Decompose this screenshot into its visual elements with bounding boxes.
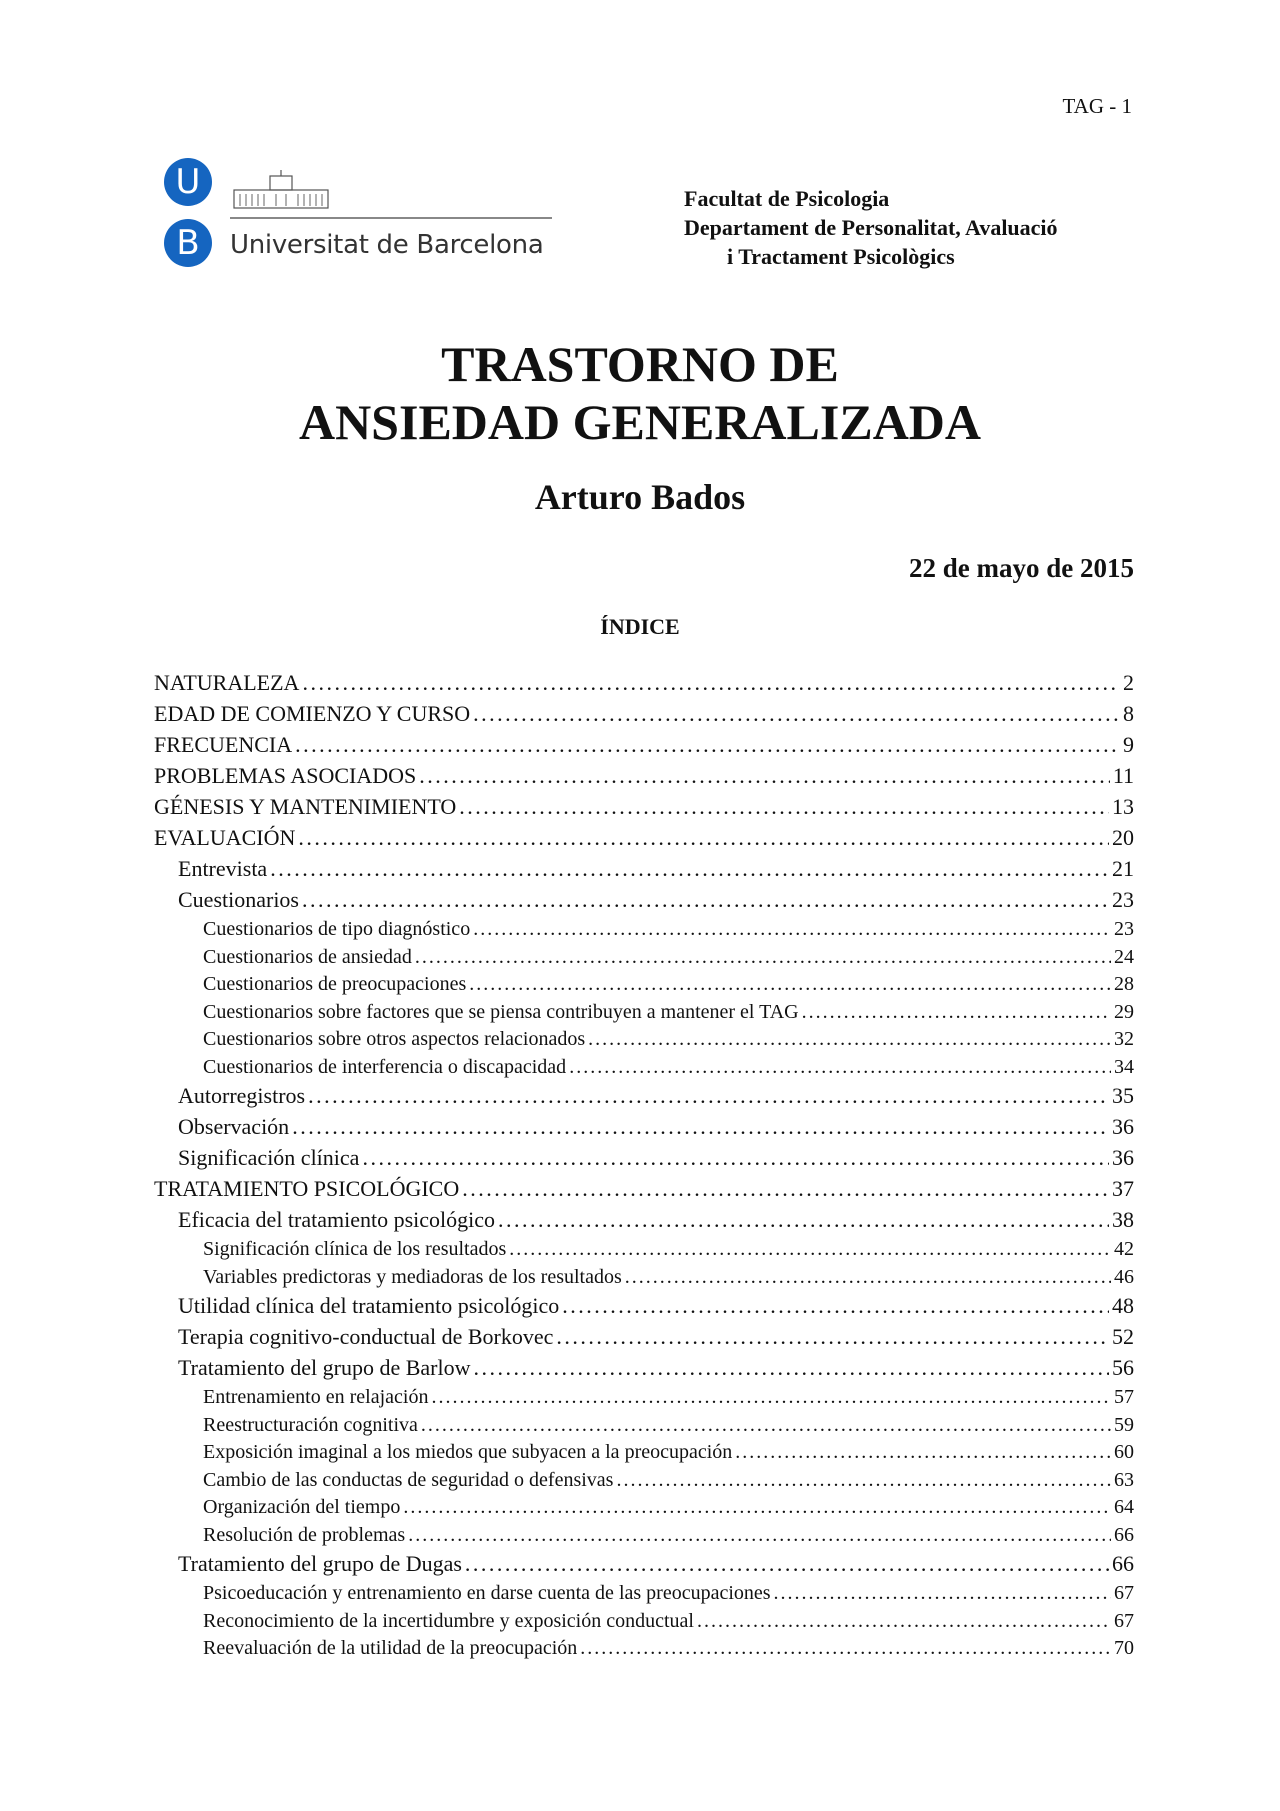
dot-leader <box>625 1266 1111 1289</box>
toc-entry-page: 60 <box>1114 1441 1134 1463</box>
dot-leader <box>403 1496 1111 1519</box>
toc-entry[interactable] <box>154 1083 1134 1114</box>
toc-entry[interactable] <box>154 918 1134 946</box>
toc-entry-label: Significación clínica <box>178 1145 360 1170</box>
toc-entry-label: Cuestionarios sobre factores que se piensa contribuyen a mantener el TAG <box>203 1000 799 1023</box>
dot-leader <box>588 1028 1111 1051</box>
toc-entry[interactable] <box>154 825 1134 856</box>
dot-leader <box>802 1001 1111 1024</box>
toc-entry-page: 38 <box>1112 1207 1134 1232</box>
dot-leader <box>462 1176 1109 1202</box>
toc-entry[interactable] <box>154 856 1134 887</box>
toc-entry-page: 32 <box>1114 1028 1134 1050</box>
dot-leader <box>421 1414 1111 1437</box>
toc-entry-page: 42 <box>1114 1238 1134 1260</box>
toc-entry[interactable] <box>154 1145 1134 1176</box>
toc-entry-page: 2 <box>1123 670 1134 695</box>
toc-entry-label: Autorregistros <box>178 1083 306 1108</box>
dot-leader <box>302 887 1109 913</box>
toc-entry[interactable] <box>154 1496 1134 1524</box>
dot-leader <box>509 1238 1111 1261</box>
toc-entry[interactable] <box>154 1414 1134 1442</box>
logo-u-mark: U <box>164 158 212 206</box>
toc-entry-page: 23 <box>1114 918 1134 940</box>
toc-entry-label: PROBLEMAS ASOCIADOS <box>154 763 417 788</box>
toc-entry-page: 29 <box>1114 1000 1134 1023</box>
toc-entry-page: 36 <box>1112 1114 1134 1139</box>
toc-entry[interactable] <box>154 1001 1134 1029</box>
dot-leader <box>774 1582 1111 1605</box>
toc-entry[interactable] <box>154 1056 1134 1084</box>
faculty-name: Facultat de Psicologia <box>684 186 890 211</box>
toc-entry-page: 21 <box>1112 856 1134 881</box>
toc-entry[interactable] <box>154 887 1134 918</box>
toc-entry-label: FRECUENCIA <box>154 732 293 757</box>
toc-entry[interactable] <box>154 701 1134 732</box>
dot-leader <box>697 1610 1111 1633</box>
toc-entry[interactable] <box>154 1386 1134 1414</box>
dot-leader <box>616 1469 1111 1492</box>
dot-leader <box>292 1114 1109 1140</box>
toc-entry-page: 8 <box>1123 701 1134 726</box>
toc-entry-page: 35 <box>1112 1083 1134 1108</box>
toc-entry-label: Reevaluación de la utilidad de la preocupación <box>203 1637 578 1659</box>
toc-entry-label: TRATAMIENTO PSICOLÓGICO <box>154 1176 460 1201</box>
building-icon <box>232 168 330 210</box>
toc-entry-label: Cuestionarios sobre otros aspectos relacionados <box>203 1028 586 1050</box>
toc-entry-page: 28 <box>1114 973 1134 995</box>
toc-entry[interactable] <box>154 1610 1134 1638</box>
toc-entry-label: Reconocimiento de la incertidumbre y exposición conductual <box>203 1609 694 1632</box>
toc-entry[interactable] <box>154 1582 1134 1610</box>
toc-entry[interactable] <box>154 1469 1134 1497</box>
toc-entry[interactable] <box>154 1266 1134 1294</box>
toc-entry-page: 24 <box>1114 945 1134 968</box>
toc-entry-page: 48 <box>1112 1293 1134 1318</box>
toc-entry-page: 37 <box>1112 1176 1134 1201</box>
author-name: Arturo Bados <box>534 477 746 517</box>
toc-entry-label: Cuestionarios de preocupaciones <box>203 973 467 995</box>
toc-entry-label: GÉNESIS Y MANTENIMIENTO <box>154 794 457 819</box>
dot-leader <box>270 856 1109 882</box>
university-logo <box>164 158 552 276</box>
logo-divider <box>230 217 552 219</box>
logo-b-mark: B <box>164 219 212 267</box>
toc-entry-page: 20 <box>1112 825 1134 850</box>
document-title <box>0 335 1280 451</box>
toc-entry[interactable] <box>154 1207 1134 1238</box>
toc-entry-page: 63 <box>1114 1468 1134 1491</box>
toc-entry[interactable] <box>154 1114 1134 1145</box>
toc-entry-label: Psicoeducación y entrenamiento en darse cuenta de las preocupaciones <box>203 1582 771 1604</box>
toc-entry-label: Significación clínica de los resultados <box>203 1238 507 1260</box>
toc-entry-label: Utilidad clínica del tratamiento psicológico <box>178 1293 560 1318</box>
toc-entry[interactable] <box>154 1441 1134 1469</box>
toc-entry[interactable] <box>154 1355 1134 1386</box>
dot-leader <box>735 1441 1111 1464</box>
toc-entry-label: Entrenamiento en relajación <box>203 1386 429 1408</box>
dot-leader <box>408 1524 1111 1547</box>
toc-entry[interactable] <box>154 1238 1134 1266</box>
toc-entry-label: EVALUACIÓN <box>154 825 296 850</box>
toc-entry-label: Tratamiento del grupo de Barlow <box>178 1355 471 1380</box>
dot-leader <box>459 794 1109 820</box>
dot-leader <box>302 670 1120 696</box>
toc-entry[interactable] <box>154 1293 1134 1324</box>
toc-entry-label: Exposición imaginal a los miedos que subyacen a la preocupación <box>203 1441 733 1463</box>
toc-entry-page: 66 <box>1112 1551 1134 1576</box>
toc-entry-page: 66 <box>1114 1523 1134 1546</box>
dot-leader <box>569 1056 1111 1079</box>
toc-entry-page: 70 <box>1114 1637 1134 1659</box>
dot-leader <box>473 918 1111 941</box>
toc-entry[interactable] <box>154 973 1134 1001</box>
toc-entry-page: 56 <box>1112 1355 1134 1380</box>
toc-entry-page: 46 <box>1114 1265 1134 1288</box>
toc-entry[interactable] <box>154 763 1134 794</box>
dot-leader <box>498 1207 1109 1233</box>
toc-entry-label: Tratamiento del grupo de Dugas <box>178 1551 462 1576</box>
toc-entry-page: 11 <box>1112 763 1134 788</box>
toc-entry-label: Variables predictoras y mediadoras de los resultados <box>203 1265 622 1288</box>
toc-entry-label: Reestructuración cognitiva <box>203 1413 418 1436</box>
toc-entry-page: 34 <box>1114 1055 1134 1078</box>
toc-entry[interactable] <box>154 670 1134 701</box>
toc-entry-label: NATURALEZA <box>154 670 300 695</box>
dot-leader <box>580 1637 1111 1660</box>
index-heading: ÍNDICE <box>600 614 680 639</box>
table-of-contents <box>154 670 1134 1665</box>
toc-entry[interactable] <box>154 1176 1134 1207</box>
toc-entry-page: 67 <box>1114 1609 1134 1632</box>
faculty-block <box>684 184 1058 271</box>
toc-entry-label: Eficacia del tratamiento psicológico <box>178 1207 496 1232</box>
toc-entry-label: Cambio de las conductas de seguridad o defensivas <box>203 1468 614 1491</box>
toc-entry-label: Cuestionarios de ansiedad <box>203 945 412 968</box>
toc-entry[interactable] <box>154 1637 1134 1665</box>
title-line-1: TRASTORNO DE <box>441 336 839 392</box>
toc-entry[interactable] <box>154 794 1134 825</box>
toc-entry-page: 36 <box>1112 1145 1134 1170</box>
dot-leader <box>556 1324 1109 1350</box>
toc-entry-page: 57 <box>1114 1386 1134 1408</box>
toc-entry-page: 23 <box>1112 887 1134 912</box>
dot-leader <box>562 1293 1109 1319</box>
dot-leader <box>473 701 1120 727</box>
dot-leader <box>419 763 1110 789</box>
toc-entry[interactable] <box>154 1524 1134 1552</box>
toc-entry-label: Resolución de problemas <box>203 1523 406 1546</box>
dot-leader <box>362 1145 1109 1171</box>
toc-entry-label: Entrevista <box>178 856 268 881</box>
toc-entry-page: 9 <box>1123 732 1134 757</box>
toc-entry-page: 52 <box>1112 1324 1134 1349</box>
toc-entry-page: 67 <box>1114 1582 1134 1604</box>
dot-leader <box>431 1386 1111 1409</box>
toc-entry[interactable] <box>154 946 1134 974</box>
department-name-continued: i Tractament Psicològics <box>727 244 955 269</box>
toc-entry-label: EDAD DE COMIENZO Y CURSO <box>154 701 471 726</box>
dot-leader <box>295 732 1120 758</box>
toc-entry[interactable] <box>154 732 1134 763</box>
document-date: 22 de mayo de 2015 <box>909 553 1134 583</box>
toc-entry-page: 59 <box>1114 1413 1134 1436</box>
dot-leader <box>473 1355 1109 1381</box>
toc-entry-label: Terapia cognitivo-conductual de Borkovec <box>178 1324 554 1349</box>
toc-entry[interactable] <box>154 1324 1134 1355</box>
logo-institution-name: Universitat de Barcelona <box>230 230 544 260</box>
toc-entry-label: Cuestionarios de interferencia o discapacidad <box>203 1055 567 1078</box>
toc-entry-page: 13 <box>1112 794 1134 819</box>
toc-entry-label: Cuestionarios <box>178 887 299 912</box>
department-name: Departament de Personalitat, Avaluació <box>684 215 1058 240</box>
page-number: TAG - 1 <box>1062 94 1132 118</box>
title-line-2: ANSIEDAD GENERALIZADA <box>298 394 982 450</box>
dot-leader <box>469 973 1111 996</box>
dot-leader <box>465 1551 1109 1577</box>
toc-entry-page: 64 <box>1114 1496 1134 1518</box>
toc-entry[interactable] <box>154 1551 1134 1582</box>
toc-entry-label: Cuestionarios de tipo diagnóstico <box>203 918 471 940</box>
dot-leader <box>298 825 1109 851</box>
dot-leader <box>308 1083 1109 1109</box>
dot-leader <box>415 946 1111 969</box>
toc-entry-label: Observación <box>178 1114 290 1139</box>
toc-entry-label: Organización del tiempo <box>203 1496 401 1518</box>
toc-entry[interactable] <box>154 1028 1134 1056</box>
